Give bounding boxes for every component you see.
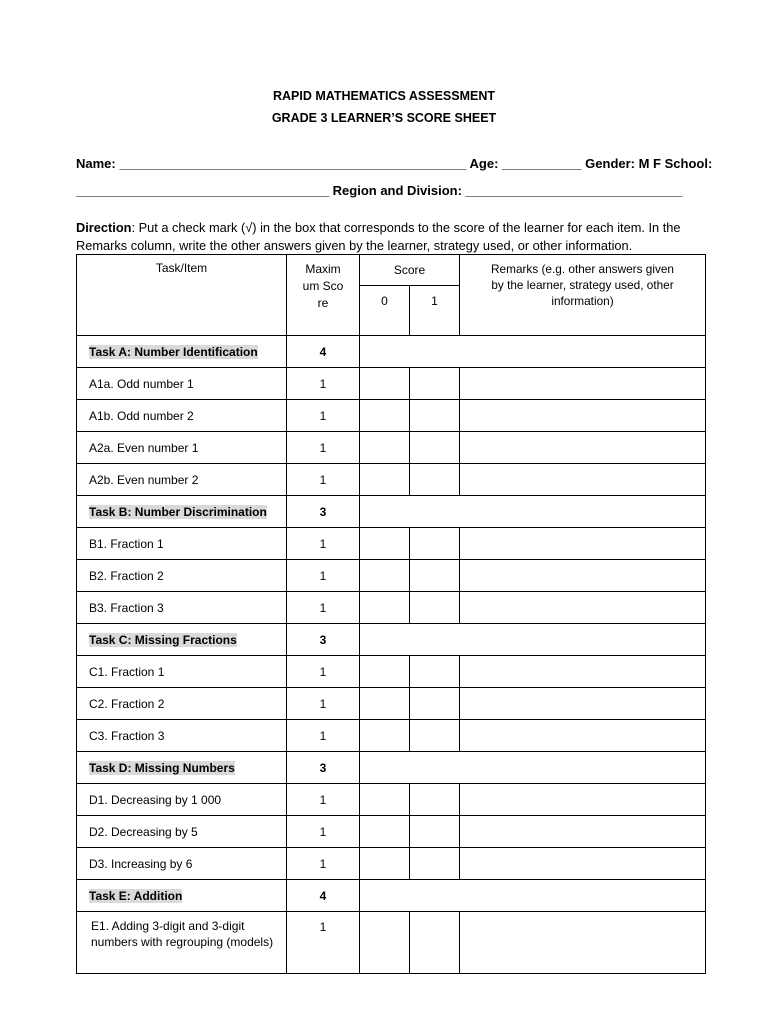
score-0-cell[interactable]: [360, 720, 410, 752]
item-label: C1. Fraction 1: [89, 664, 165, 679]
max-score: 1: [287, 848, 360, 880]
remarks-cell[interactable]: [460, 912, 706, 974]
max-score: 1: [287, 368, 360, 400]
item-label: Task A: Number Identification: [89, 344, 258, 359]
item-label: A2b. Even number 2: [89, 472, 199, 487]
table-row: [77, 784, 706, 816]
remarks-cell[interactable]: [460, 560, 706, 592]
header-remarks: Remarks (e.g. other answers given by the learner, strategy used, other information): [460, 255, 706, 336]
item-name: [77, 368, 287, 400]
score-1-cell[interactable]: [410, 464, 460, 496]
item-name: [77, 720, 287, 752]
score-0-cell[interactable]: [360, 848, 410, 880]
score-0-cell[interactable]: [360, 688, 410, 720]
score-1-cell[interactable]: [410, 720, 460, 752]
task-blank-cell: [360, 624, 706, 656]
item-label: Task E: Addition: [89, 888, 183, 903]
item-label: D3. Increasing by 6: [89, 856, 193, 871]
remarks-cell[interactable]: [460, 784, 706, 816]
max-score: 1: [287, 464, 360, 496]
item-name: [77, 560, 287, 592]
score-0-cell[interactable]: [360, 432, 410, 464]
item-name: [77, 816, 287, 848]
score-1-cell[interactable]: [410, 400, 460, 432]
remarks-cell[interactable]: [460, 720, 706, 752]
task-header-row: [77, 336, 706, 368]
task-header-row: [77, 752, 706, 784]
score-1-cell[interactable]: [410, 368, 460, 400]
header-score-0: 0: [360, 285, 410, 335]
score-1-cell[interactable]: [410, 816, 460, 848]
remarks-cell[interactable]: [460, 816, 706, 848]
item-name: [77, 464, 287, 496]
score-0-cell[interactable]: [360, 592, 410, 624]
table-row: [77, 400, 706, 432]
item-name: [77, 528, 287, 560]
score-0-cell[interactable]: [360, 784, 410, 816]
table-row: [77, 816, 706, 848]
page-subtitle: GRADE 3 LEARNER’S SCORE SHEET: [271, 111, 497, 125]
max-score: 1: [287, 528, 360, 560]
remarks-cell[interactable]: [460, 400, 706, 432]
item-label: B2. Fraction 2: [89, 568, 164, 583]
task-name: [77, 496, 287, 528]
header-task-item: Task/Item: [77, 255, 287, 336]
item-label: C2. Fraction 2: [89, 696, 165, 711]
remarks-cell[interactable]: [460, 848, 706, 880]
score-0-cell[interactable]: [360, 912, 410, 974]
item-label: D2. Decreasing by 5: [89, 824, 198, 839]
learner-info-line-2[interactable]: ___________________________________ Region and Division: ______________________________: [76, 183, 683, 198]
table-row: [77, 464, 706, 496]
score-1-cell[interactable]: [410, 912, 460, 974]
remarks-cell[interactable]: [460, 528, 706, 560]
max-score: 3: [287, 752, 360, 784]
item-name: [77, 400, 287, 432]
item-name: [77, 784, 287, 816]
direction-label: Direction: [76, 220, 132, 235]
item-name: [77, 432, 287, 464]
item-name: [77, 848, 287, 880]
task-name: [77, 336, 287, 368]
table-row: [77, 528, 706, 560]
remarks-cell[interactable]: [460, 688, 706, 720]
max-score: 1: [287, 816, 360, 848]
score-1-cell[interactable]: [410, 688, 460, 720]
item-label: D1. Decreasing by 1 000: [89, 792, 222, 807]
score-0-cell[interactable]: [360, 528, 410, 560]
max-score: 1: [287, 784, 360, 816]
max-score: 1: [287, 912, 360, 974]
score-1-cell[interactable]: [410, 528, 460, 560]
score-0-cell[interactable]: [360, 464, 410, 496]
score-1-cell[interactable]: [410, 848, 460, 880]
score-0-cell[interactable]: [360, 656, 410, 688]
item-name: [77, 912, 287, 974]
direction-text: [76, 219, 726, 255]
item-label: A1a. Odd number 1: [89, 376, 194, 391]
task-blank-cell: [360, 496, 706, 528]
header-score: Score: [360, 255, 460, 286]
task-name: [77, 624, 287, 656]
item-label: C3. Fraction 3: [89, 728, 165, 743]
max-score: 1: [287, 560, 360, 592]
table-row: [77, 656, 706, 688]
max-score: 1: [287, 656, 360, 688]
table-row: [77, 592, 706, 624]
task-header-row: [77, 624, 706, 656]
item-label: Task C: Missing Fractions: [89, 632, 237, 647]
max-score: 3: [287, 496, 360, 528]
header-score-1: 1: [410, 285, 460, 335]
score-1-cell[interactable]: [410, 560, 460, 592]
task-name: [77, 752, 287, 784]
score-1-cell[interactable]: [410, 432, 460, 464]
header-maximum-score: Maxim um Score: [287, 255, 360, 336]
direction-body: : Put a check mark (√) in the box that corresponds to the score of the learner for each item. In the Remarks column, write the other answers given by the learner, strategy used, or other information.: [76, 220, 681, 253]
task-blank-cell: [360, 336, 706, 368]
learner-info-line-1[interactable]: Name: ________________________________________________ Age: ___________ Gender: M F School:: [76, 156, 713, 171]
score-table-body: [77, 336, 706, 974]
remarks-cell[interactable]: [460, 656, 706, 688]
score-0-cell[interactable]: [360, 400, 410, 432]
table-row: [77, 912, 706, 974]
table-row: [77, 688, 706, 720]
item-label: E1. Adding 3-digit and 3-digit numbers with regrouping (models): [91, 919, 274, 949]
score-0-cell[interactable]: [360, 368, 410, 400]
item-name: [77, 656, 287, 688]
max-score: 4: [287, 880, 360, 912]
remarks-cell[interactable]: [460, 592, 706, 624]
task-name: [77, 880, 287, 912]
max-score: 1: [287, 400, 360, 432]
page-title: RAPID MATHEMATICS ASSESSMENT: [273, 89, 495, 103]
max-score: 3: [287, 624, 360, 656]
task-blank-cell: [360, 880, 706, 912]
score-1-cell[interactable]: [410, 592, 460, 624]
table-row: [77, 720, 706, 752]
score-1-cell[interactable]: [410, 784, 460, 816]
item-name: [77, 688, 287, 720]
item-label: Task D: Missing Numbers: [89, 760, 235, 775]
score-0-cell[interactable]: [360, 816, 410, 848]
task-header-row: [77, 880, 706, 912]
remarks-cell[interactable]: [460, 464, 706, 496]
table-row: [77, 432, 706, 464]
item-label: B1. Fraction 1: [89, 536, 164, 551]
table-row: [77, 368, 706, 400]
task-blank-cell: [360, 752, 706, 784]
task-header-row: [77, 496, 706, 528]
remarks-cell[interactable]: [460, 368, 706, 400]
item-label: A1b. Odd number 2: [89, 408, 194, 423]
score-0-cell[interactable]: [360, 560, 410, 592]
max-score: 4: [287, 336, 360, 368]
remarks-cell[interactable]: [460, 432, 706, 464]
item-label: Task B: Number Discrimination: [89, 504, 267, 519]
max-score: 1: [287, 720, 360, 752]
max-score: 1: [287, 688, 360, 720]
item-label: B3. Fraction 3: [89, 600, 164, 615]
table-row: [77, 848, 706, 880]
item-name: [77, 592, 287, 624]
max-score: 1: [287, 592, 360, 624]
item-label: A2a. Even number 1: [89, 440, 199, 455]
score-table: [76, 254, 706, 974]
table-row: [77, 560, 706, 592]
score-1-cell[interactable]: [410, 656, 460, 688]
max-score: 1: [287, 432, 360, 464]
